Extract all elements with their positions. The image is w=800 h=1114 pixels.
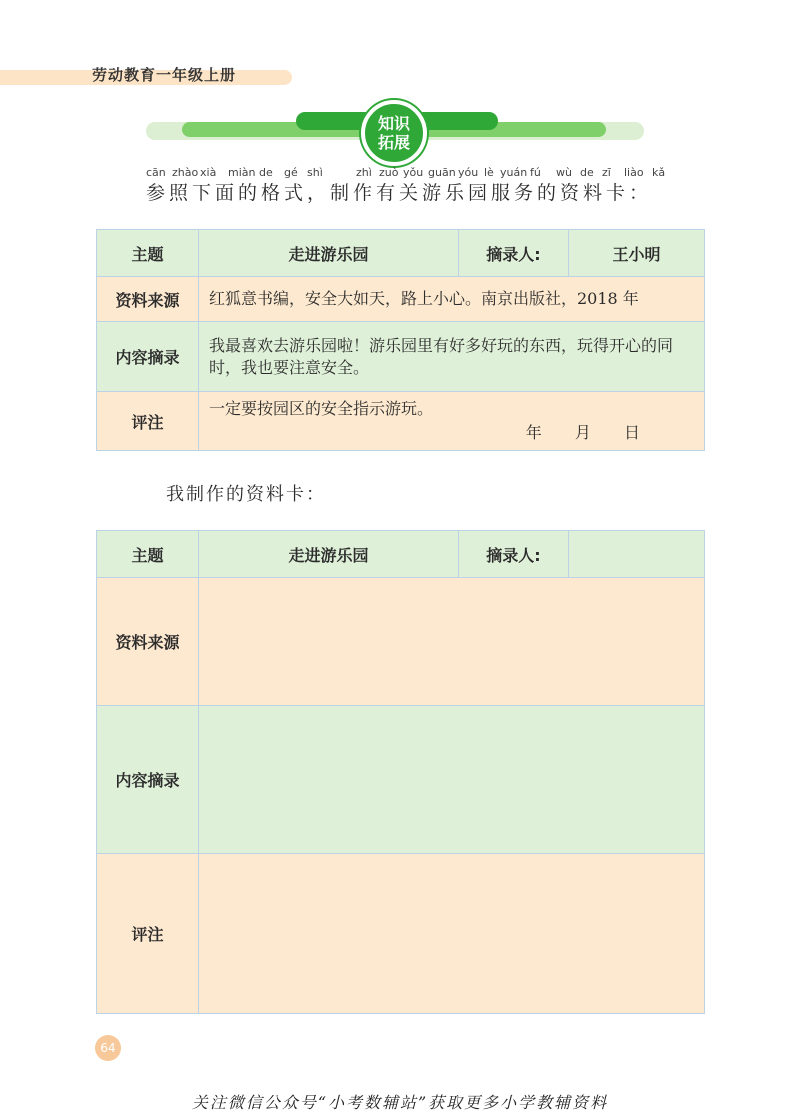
book-title: 劳动教育一年级上册 bbox=[92, 66, 237, 84]
topic-label: 主题 bbox=[97, 531, 199, 578]
pinyin: cān bbox=[146, 166, 166, 179]
comment-cell bbox=[199, 392, 705, 451]
pinyin: de bbox=[259, 166, 273, 179]
date-month: 月 bbox=[574, 423, 591, 442]
footer-note: 关注微信公众号“小考数辅站”获取更多小学教辅资料 bbox=[191, 1093, 609, 1112]
date-line bbox=[209, 422, 694, 444]
pinyin: zhì bbox=[356, 166, 372, 179]
recorder-label: 摘录人: bbox=[459, 230, 569, 277]
source-field[interactable] bbox=[199, 578, 705, 706]
source-label: 资料来源 bbox=[97, 578, 199, 706]
pinyin: miàn bbox=[228, 166, 256, 179]
date-year: 年 bbox=[525, 423, 542, 442]
content-label: 内容摘录 bbox=[97, 322, 199, 392]
example-info-card bbox=[96, 229, 705, 451]
pinyin: fú bbox=[530, 166, 541, 179]
topic-label: 主题 bbox=[97, 230, 199, 277]
pinyin: liào bbox=[624, 166, 644, 179]
pinyin: guān bbox=[428, 166, 456, 179]
pinyin: yóu bbox=[458, 166, 479, 179]
content-label: 内容摘录 bbox=[97, 706, 199, 854]
content-field[interactable] bbox=[199, 706, 705, 854]
pinyin: kǎ bbox=[652, 166, 666, 179]
comment-field[interactable] bbox=[199, 854, 705, 1014]
my-card-subtitle: 我制作的资料卡： bbox=[166, 484, 326, 505]
instruction-text: 参照下面的格式，制作有关游乐园服务的资料卡： bbox=[146, 182, 653, 204]
source-value: 红狐意书编，安全大如天，路上小心。南京出版社，2018 年 bbox=[199, 277, 705, 322]
pinyin: zī bbox=[602, 166, 611, 179]
comment-label: 评注 bbox=[97, 854, 199, 1014]
pinyin: wù bbox=[556, 166, 572, 179]
pinyin: zhào bbox=[172, 166, 199, 179]
page-number: 64 bbox=[95, 1035, 121, 1061]
recorder-value: 王小明 bbox=[569, 230, 705, 277]
source-label: 资料来源 bbox=[97, 277, 199, 322]
badge-line-2: 拓展 bbox=[377, 133, 410, 152]
topic-value: 走进游乐园 bbox=[199, 531, 459, 578]
pinyin: shì bbox=[307, 166, 323, 179]
content-value: 我最喜欢去游乐园啦！游乐园里有好多好玩的东西，玩得开心的同时，我也要注意安全。 bbox=[199, 322, 705, 392]
pinyin: gé bbox=[284, 166, 298, 179]
pinyin: xià bbox=[200, 166, 217, 179]
blank-info-card bbox=[96, 530, 705, 1014]
topic-value: 走进游乐园 bbox=[199, 230, 459, 277]
pinyin: de bbox=[580, 166, 594, 179]
pinyin: yuán bbox=[500, 166, 528, 179]
recorder-label: 摘录人: bbox=[459, 531, 569, 578]
date-day: 日 bbox=[623, 423, 640, 442]
knowledge-banner bbox=[146, 100, 644, 164]
pinyin: zuò bbox=[379, 166, 399, 179]
comment-label: 评注 bbox=[97, 392, 199, 451]
recorder-field[interactable] bbox=[569, 531, 705, 578]
pinyin: yǒu bbox=[403, 166, 424, 179]
badge-line-1: 知识 bbox=[377, 114, 410, 133]
comment-value: 一定要按园区的安全指示游玩。 bbox=[209, 399, 434, 418]
pinyin: lè bbox=[484, 166, 494, 179]
knowledge-badge bbox=[361, 100, 427, 166]
